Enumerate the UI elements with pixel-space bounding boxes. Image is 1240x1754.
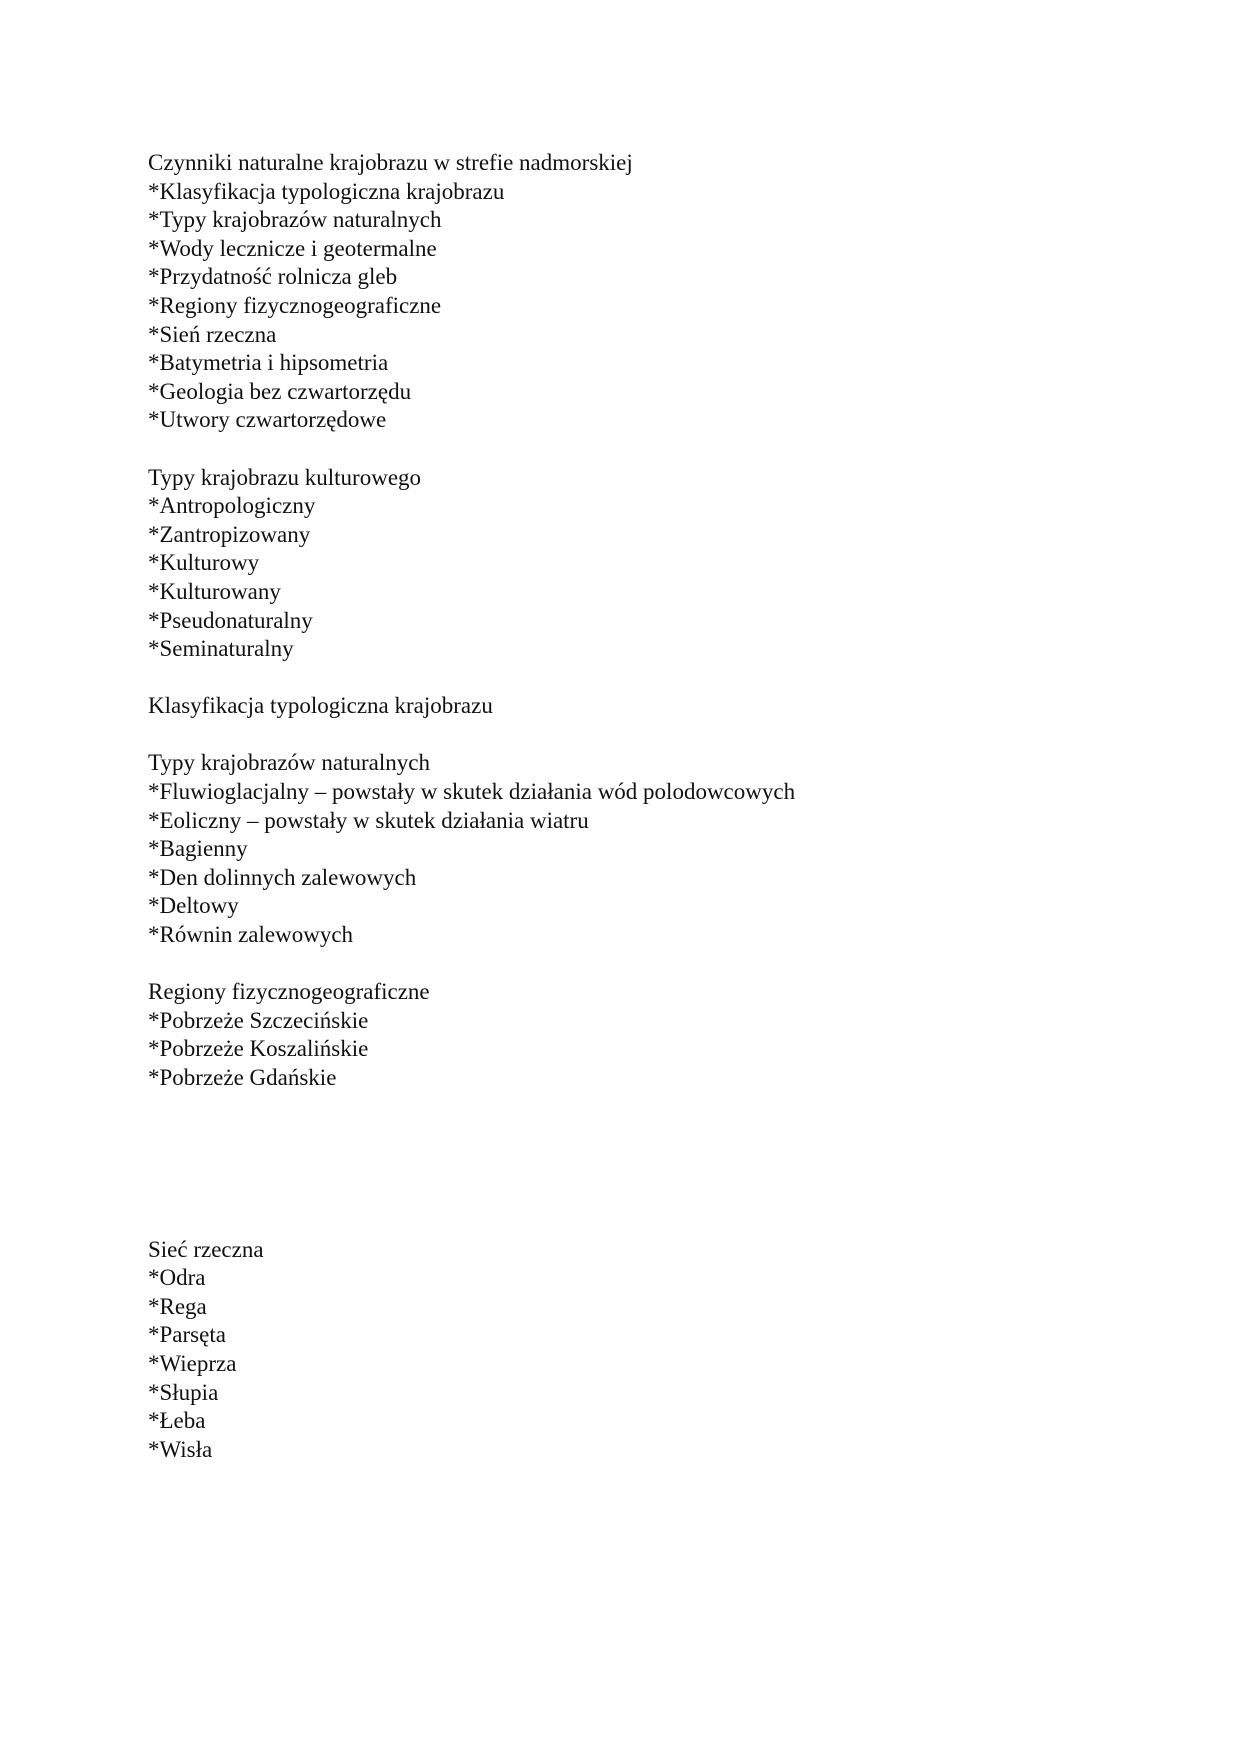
list-item: *Sień rzeczna	[148, 321, 277, 347]
blank-line	[148, 721, 1148, 750]
list-item: *Antropologiczny	[148, 493, 316, 519]
list-item: *Bagienny	[148, 836, 248, 862]
list-item: *Den dolinnych zalewowych	[148, 864, 417, 890]
list-item: *Pobrzeże Szczecińskie	[148, 1007, 369, 1033]
list-item: *Zantropizowany	[148, 521, 311, 547]
blank-space	[148, 1093, 1148, 1236]
document-content	[148, 149, 1148, 1464]
list-item: *Wody lecznicze i geotermalne	[148, 235, 437, 261]
section-physiographic-regions	[148, 978, 1148, 1092]
blank-line	[148, 950, 1148, 979]
list-item: *Klasyfikacja typologiczna krajobrazu	[148, 178, 505, 204]
blank-line	[148, 664, 1148, 693]
list-item: *Wisła	[148, 1436, 213, 1462]
section-natural-landscape-types	[148, 749, 1148, 949]
list-item: *Pseudonaturalny	[148, 607, 313, 633]
list-item: *Eoliczny – powstały w skutek działania wiatru	[148, 807, 589, 833]
list-item: *Równin zalewowych	[148, 922, 354, 948]
list-item: *Wieprza	[148, 1350, 237, 1376]
section-river-network	[148, 1236, 1148, 1465]
list-item: *Regiony fizycznogeograficzne	[148, 292, 442, 318]
list-item: *Rega	[148, 1293, 207, 1319]
list-item: *Słupia	[148, 1379, 219, 1405]
blank-line	[148, 435, 1148, 464]
section-cultural-landscape	[148, 464, 1148, 664]
list-item: *Batymetria i hipsometria	[148, 350, 389, 376]
section-natural-factors	[148, 149, 1148, 435]
list-item: *Pobrzeże Koszalińskie	[148, 1036, 369, 1062]
list-item: *Geologia bez czwartorzędu	[148, 378, 412, 404]
list-item: *Utwory czwartorzędowe	[148, 407, 387, 433]
section-heading: Regiony fizycznogeograficzne	[148, 979, 430, 1005]
list-item: *Deltowy	[148, 893, 239, 919]
list-item: *Fluwioglacjalny – powstały w skutek działania wód polodowcowych	[148, 779, 796, 805]
section-heading: Czynniki naturalne krajobrazu w strefie nadmorskiej	[148, 150, 633, 175]
list-item: *Odra	[148, 1265, 206, 1291]
list-item: *Kulturowy	[148, 550, 260, 576]
list-item: *Przydatność rolnicza gleb	[148, 264, 398, 290]
list-item: *Pobrzeże Gdańskie	[148, 1065, 337, 1090]
section-heading: Sieć rzeczna	[148, 1236, 264, 1262]
section-typological-classification	[148, 692, 1148, 721]
section-heading: Klasyfikacja typologiczna krajobrazu	[148, 693, 493, 719]
list-item: *Łeba	[148, 1408, 206, 1434]
section-heading: Typy krajobrazu kulturowego	[148, 464, 422, 490]
list-item: *Kulturowany	[148, 578, 281, 604]
section-heading: Typy krajobrazów naturalnych	[148, 750, 430, 776]
list-item: *Parsęta	[148, 1322, 226, 1348]
list-item: *Seminaturalny	[148, 636, 294, 662]
list-item: *Typy krajobrazów naturalnych	[148, 207, 442, 233]
